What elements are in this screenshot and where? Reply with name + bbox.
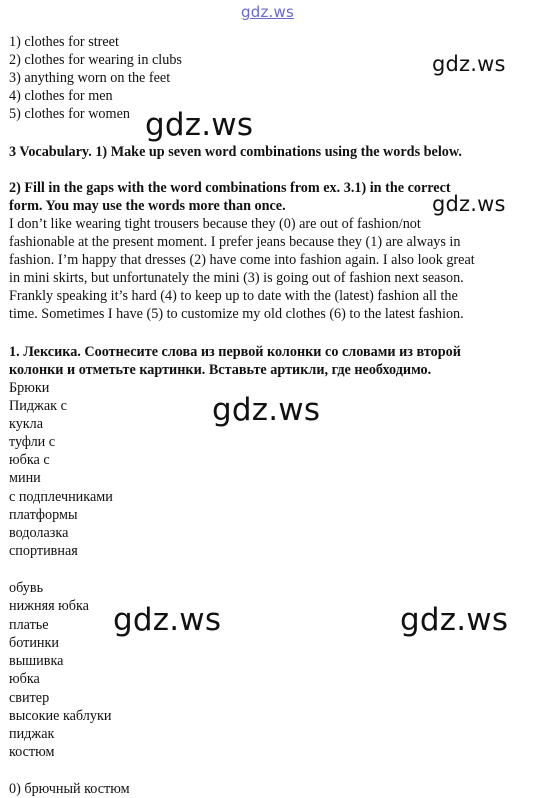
column-1-item: мини [9,470,41,486]
column-2-item: пиджак [9,726,55,742]
definition-item: 2) clothes for wearing in clubs [9,52,182,68]
column-1-item: Брюки [9,380,50,396]
column-1-item: водолазка [9,525,69,541]
paragraph-line: I don’t like wearing tight trousers because they (0) are out of fashion/not [9,216,421,232]
watermark-left-1: gdz.ws [145,107,254,143]
column-1-item: кукла [9,416,44,432]
exercise-3-task-2-line-2: form. You may use the words more than once. [9,198,286,214]
definition-item: 4) clothes for men [9,88,113,104]
paragraph-line: fashionable at the present moment. I prefer jeans because they (1) are always in [9,234,461,250]
column-2-item: вышивка [9,653,64,669]
column-2-item: обувь [9,580,44,596]
column-2-item: высокие каблуки [9,708,112,724]
answer-0: 0) брючный костюм [9,781,130,797]
watermark-center: gdz.ws [212,392,321,428]
column-1-item: туфли с [9,434,56,450]
column-2-item: костюм [9,744,55,760]
watermark-right-2: gdz.ws [432,192,506,216]
column-1-item: Пиджак с [9,398,67,414]
paragraph-line: in mini skirts, but unfortunately the mini (3) is going out of fashion next season. [9,270,464,286]
paragraph-line: fashion. I’m happy that dresses (2) have come into fashion again. I also look great [9,252,475,268]
column-2-item: платье [9,617,49,633]
watermark-bottom-right: gdz.ws [400,602,509,638]
column-2-item: юбка [9,671,40,687]
column-1-item: спортивная [9,543,78,559]
column-1-item: платформы [9,507,78,523]
exercise-3-heading: 3 Vocabulary. 1) Make up seven word combinations using the words below. [9,144,462,160]
exercise-3-task-2-line-1: 2) Fill in the gaps with the word combinations from ex. 3.1) in the correct [9,180,451,196]
paragraph-line: time. Sometimes I have (5) to customize my old clothes (6) to the latest fashion. [9,306,464,322]
exercise-1-heading-line-2: колонки и отметьте картинки. Вставьте артикли, где необходимо. [9,362,432,378]
column-2-item: нижняя юбка [9,598,89,614]
column-2-item: ботинки [9,635,59,651]
definition-item: 1) clothes for street [9,34,119,50]
column-2-item: свитер [9,690,50,706]
watermark-bottom-left: gdz.ws [113,602,222,638]
definition-item: 5) clothes for women [9,106,130,122]
exercise-1-heading-line-1: 1. Лексика. Соотнесите слова из первой колонки со словами из второй [9,344,461,360]
paragraph-line: Frankly speaking it’s hard (4) to keep up to date with the (latest) fashion all the [9,288,458,304]
column-1-item: юбка с [9,452,50,468]
column-1-item: с подплечниками [9,489,113,505]
definition-item: 3) anything worn on the feet [9,70,171,86]
watermark-right-1: gdz.ws [432,52,506,76]
watermark-header: gdz.ws [241,3,294,21]
